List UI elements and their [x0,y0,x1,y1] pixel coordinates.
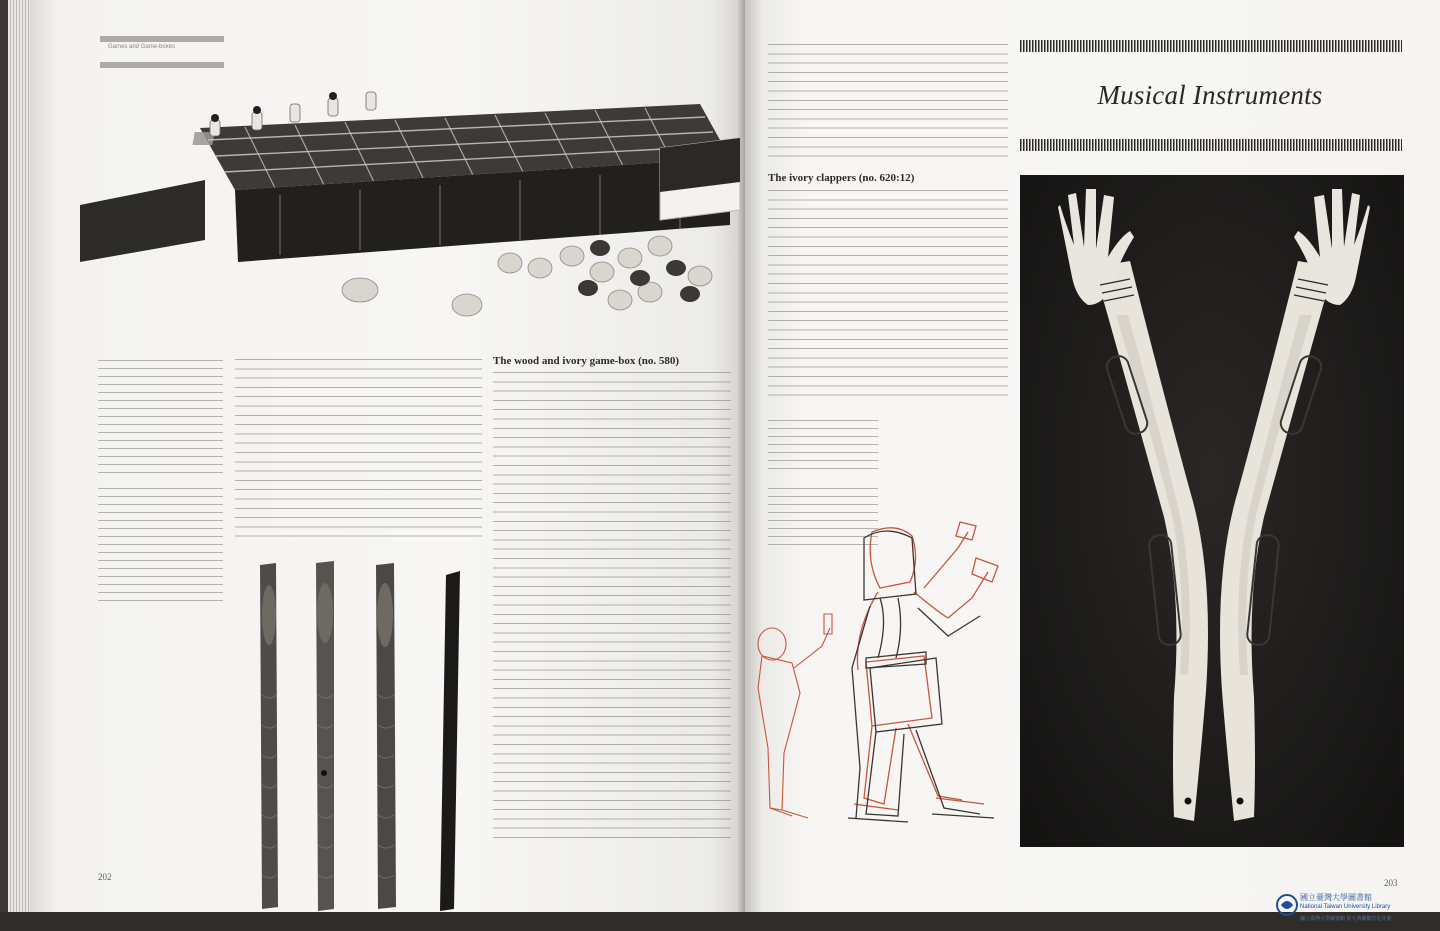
sistrum-players-sketch [748,518,1008,838]
ivory-clappers-photo [1020,175,1404,847]
left-column-text [235,359,482,537]
caption-below [98,488,223,601]
title-rule-bottom [1020,139,1402,151]
game-box-photo [40,0,740,340]
caption-above [98,360,223,473]
clappers-subhead: The ivory clappers (no. 620:12) [768,172,915,184]
section-title: Musical Instruments [1097,80,1323,110]
game-box-subhead: The wood and ivory game-box (no. 580) [493,355,680,367]
bottom-shadow [0,912,1440,931]
left-folio: 202 [98,872,112,882]
intro-text [768,44,1008,158]
right-folio: 203 [1384,878,1398,888]
game-box-column-text [493,372,731,842]
library-name: 國立臺灣大學圖書館 [1300,893,1372,902]
caption-right [768,420,878,472]
library-url: 國立臺灣大學圖書館 臺大典藏數位化計畫 [1300,916,1392,922]
library-sub: National Taiwan University Library [1300,904,1391,910]
title-rule-top [1020,40,1402,52]
casting-sticks-photo [248,555,488,915]
running-head: Games and Game-boxes [108,44,176,50]
library-logo-icon [1276,894,1298,916]
clappers-text [768,190,1008,402]
